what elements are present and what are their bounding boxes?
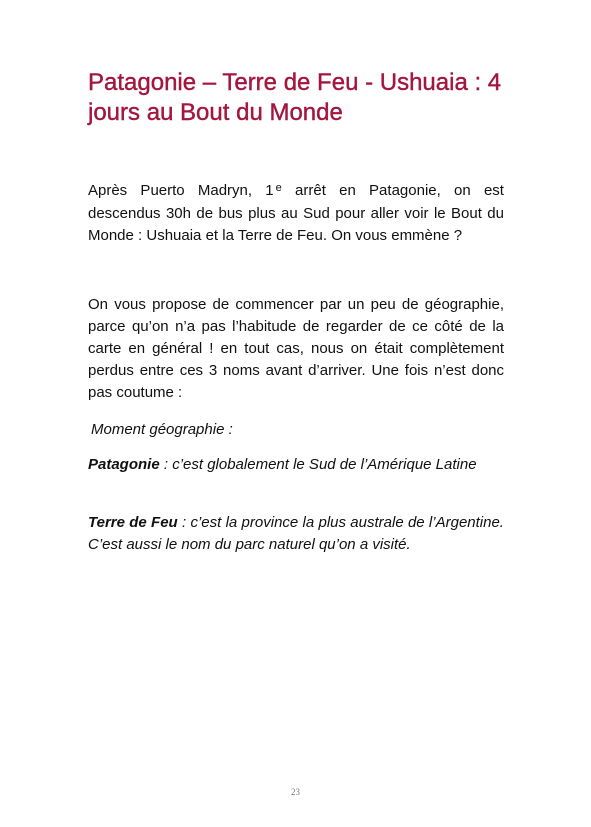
page-number: 23 [291,787,300,797]
intro-paragraph [88,180,504,247]
definition-terre-de-feu [88,512,504,556]
moment-geographie-label: Moment géographie : [91,421,233,438]
intro-text-start: Après Puerto Madryn, 1 [88,182,274,199]
page-title: Patagonie – Terre de Feu - Ushuaia : 4 jours au Bout du Monde [88,69,502,126]
definition-term: Terre de Feu [88,514,178,531]
definition-text: : c’est globalement le Sud de l’Amérique Latine [159,456,477,473]
geography-paragraph: On vous propose de commencer par un peu de géographie, parce qu’on n’a pas l’habitude de regarder de ce côté de la carte en général ! en tout cas, nous on était complètement perdus entre ces 3 noms avant d’arriver. Une fois n’est donc pas coutume : [88,296,504,401]
definition-term: Patagonie [88,456,160,473]
definition-patagonie [88,454,504,476]
ordinal-superscript: e [275,182,282,194]
intro-text-end: arrêt en Patagonie, on est descendus 30h de bus plus au Sud pour aller voir le Bout du Monde : Ushuaia et la Terre de Feu. On vous emmène ? [88,182,504,244]
definition-text: : c’est la province la plus australe de l’Argentine. C’est aussi le nom du parc naturel qu’on a visité. [88,514,504,553]
